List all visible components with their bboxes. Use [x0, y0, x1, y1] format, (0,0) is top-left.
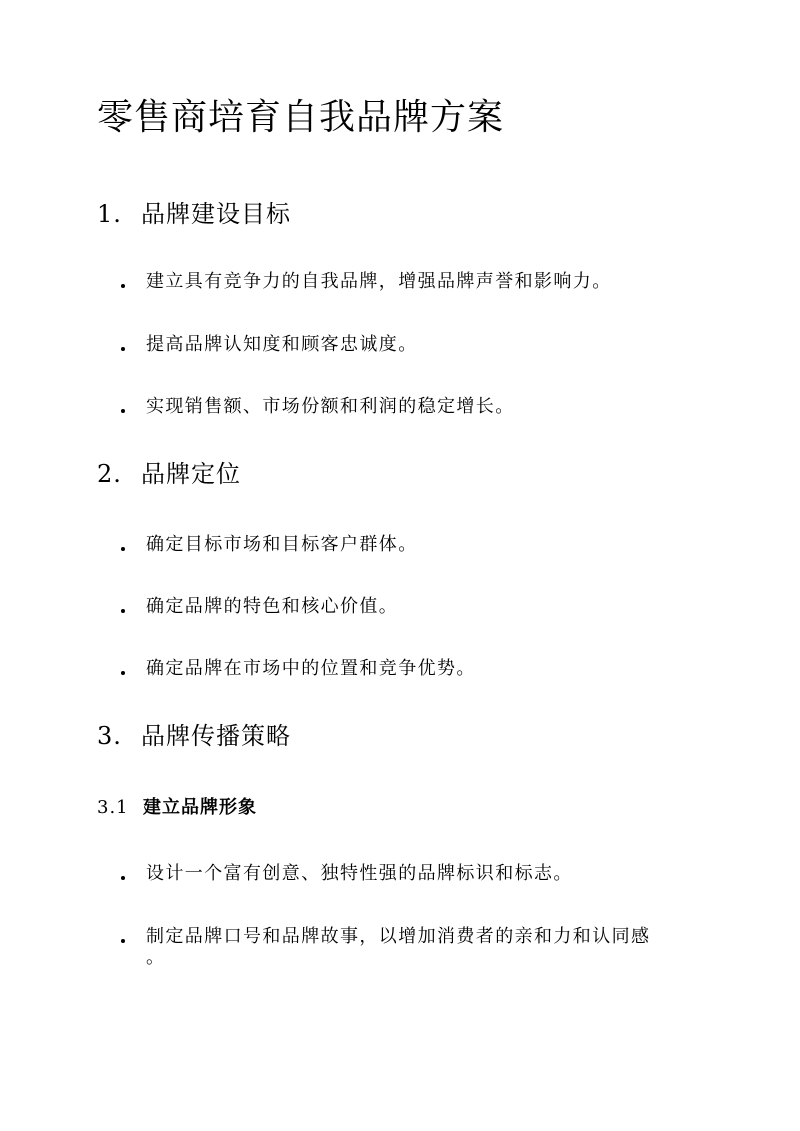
section-number: 1.	[97, 200, 122, 228]
list-item: 设计一个富有创意、独特性强的品牌标识和标志。	[146, 863, 573, 884]
section-number: 3.	[97, 722, 122, 750]
bullet-dot	[121, 609, 125, 613]
section-heading-2	[97, 462, 241, 486]
bullet-dot	[121, 284, 125, 288]
list-item: 建立具有竞争力的自我品牌，增强品牌声誉和影响力。	[146, 271, 612, 292]
bullet-dot	[121, 939, 125, 943]
section-number: 2.	[97, 460, 122, 488]
list-item: 确定品牌在市场中的位置和竞争优势。	[146, 658, 476, 679]
bullet-dot	[121, 547, 125, 551]
subsection-heading-3-1	[97, 799, 257, 817]
subsection-title: 建立品牌形象	[143, 797, 257, 818]
section-title: 品牌建设目标	[141, 200, 291, 228]
list-item: 确定目标市场和目标客户群体。	[146, 534, 418, 555]
bullet-dot	[121, 876, 125, 880]
list-item: 确定品牌的特色和核心价值。	[146, 596, 399, 617]
section-title: 品牌传播策略	[141, 722, 291, 750]
bullet-dot	[121, 671, 125, 675]
subsection-number: 3.1	[97, 797, 129, 818]
list-item: 制定品牌口号和品牌故事，以增加消费者的亲和力和认同感	[146, 926, 651, 947]
section-heading-1	[97, 202, 291, 226]
list-item: 实现销售额、市场份额和利润的稳定增长。	[146, 396, 515, 417]
section-heading-3	[97, 724, 291, 748]
bullet-dot	[121, 409, 125, 413]
document-title: 零售商培育自我品牌方案	[97, 97, 505, 138]
list-item-continuation: 。	[146, 947, 166, 968]
section-title: 品牌定位	[141, 460, 241, 488]
list-item: 提高品牌认知度和顾客忠诚度。	[146, 334, 418, 355]
bullet-dot	[121, 347, 125, 351]
